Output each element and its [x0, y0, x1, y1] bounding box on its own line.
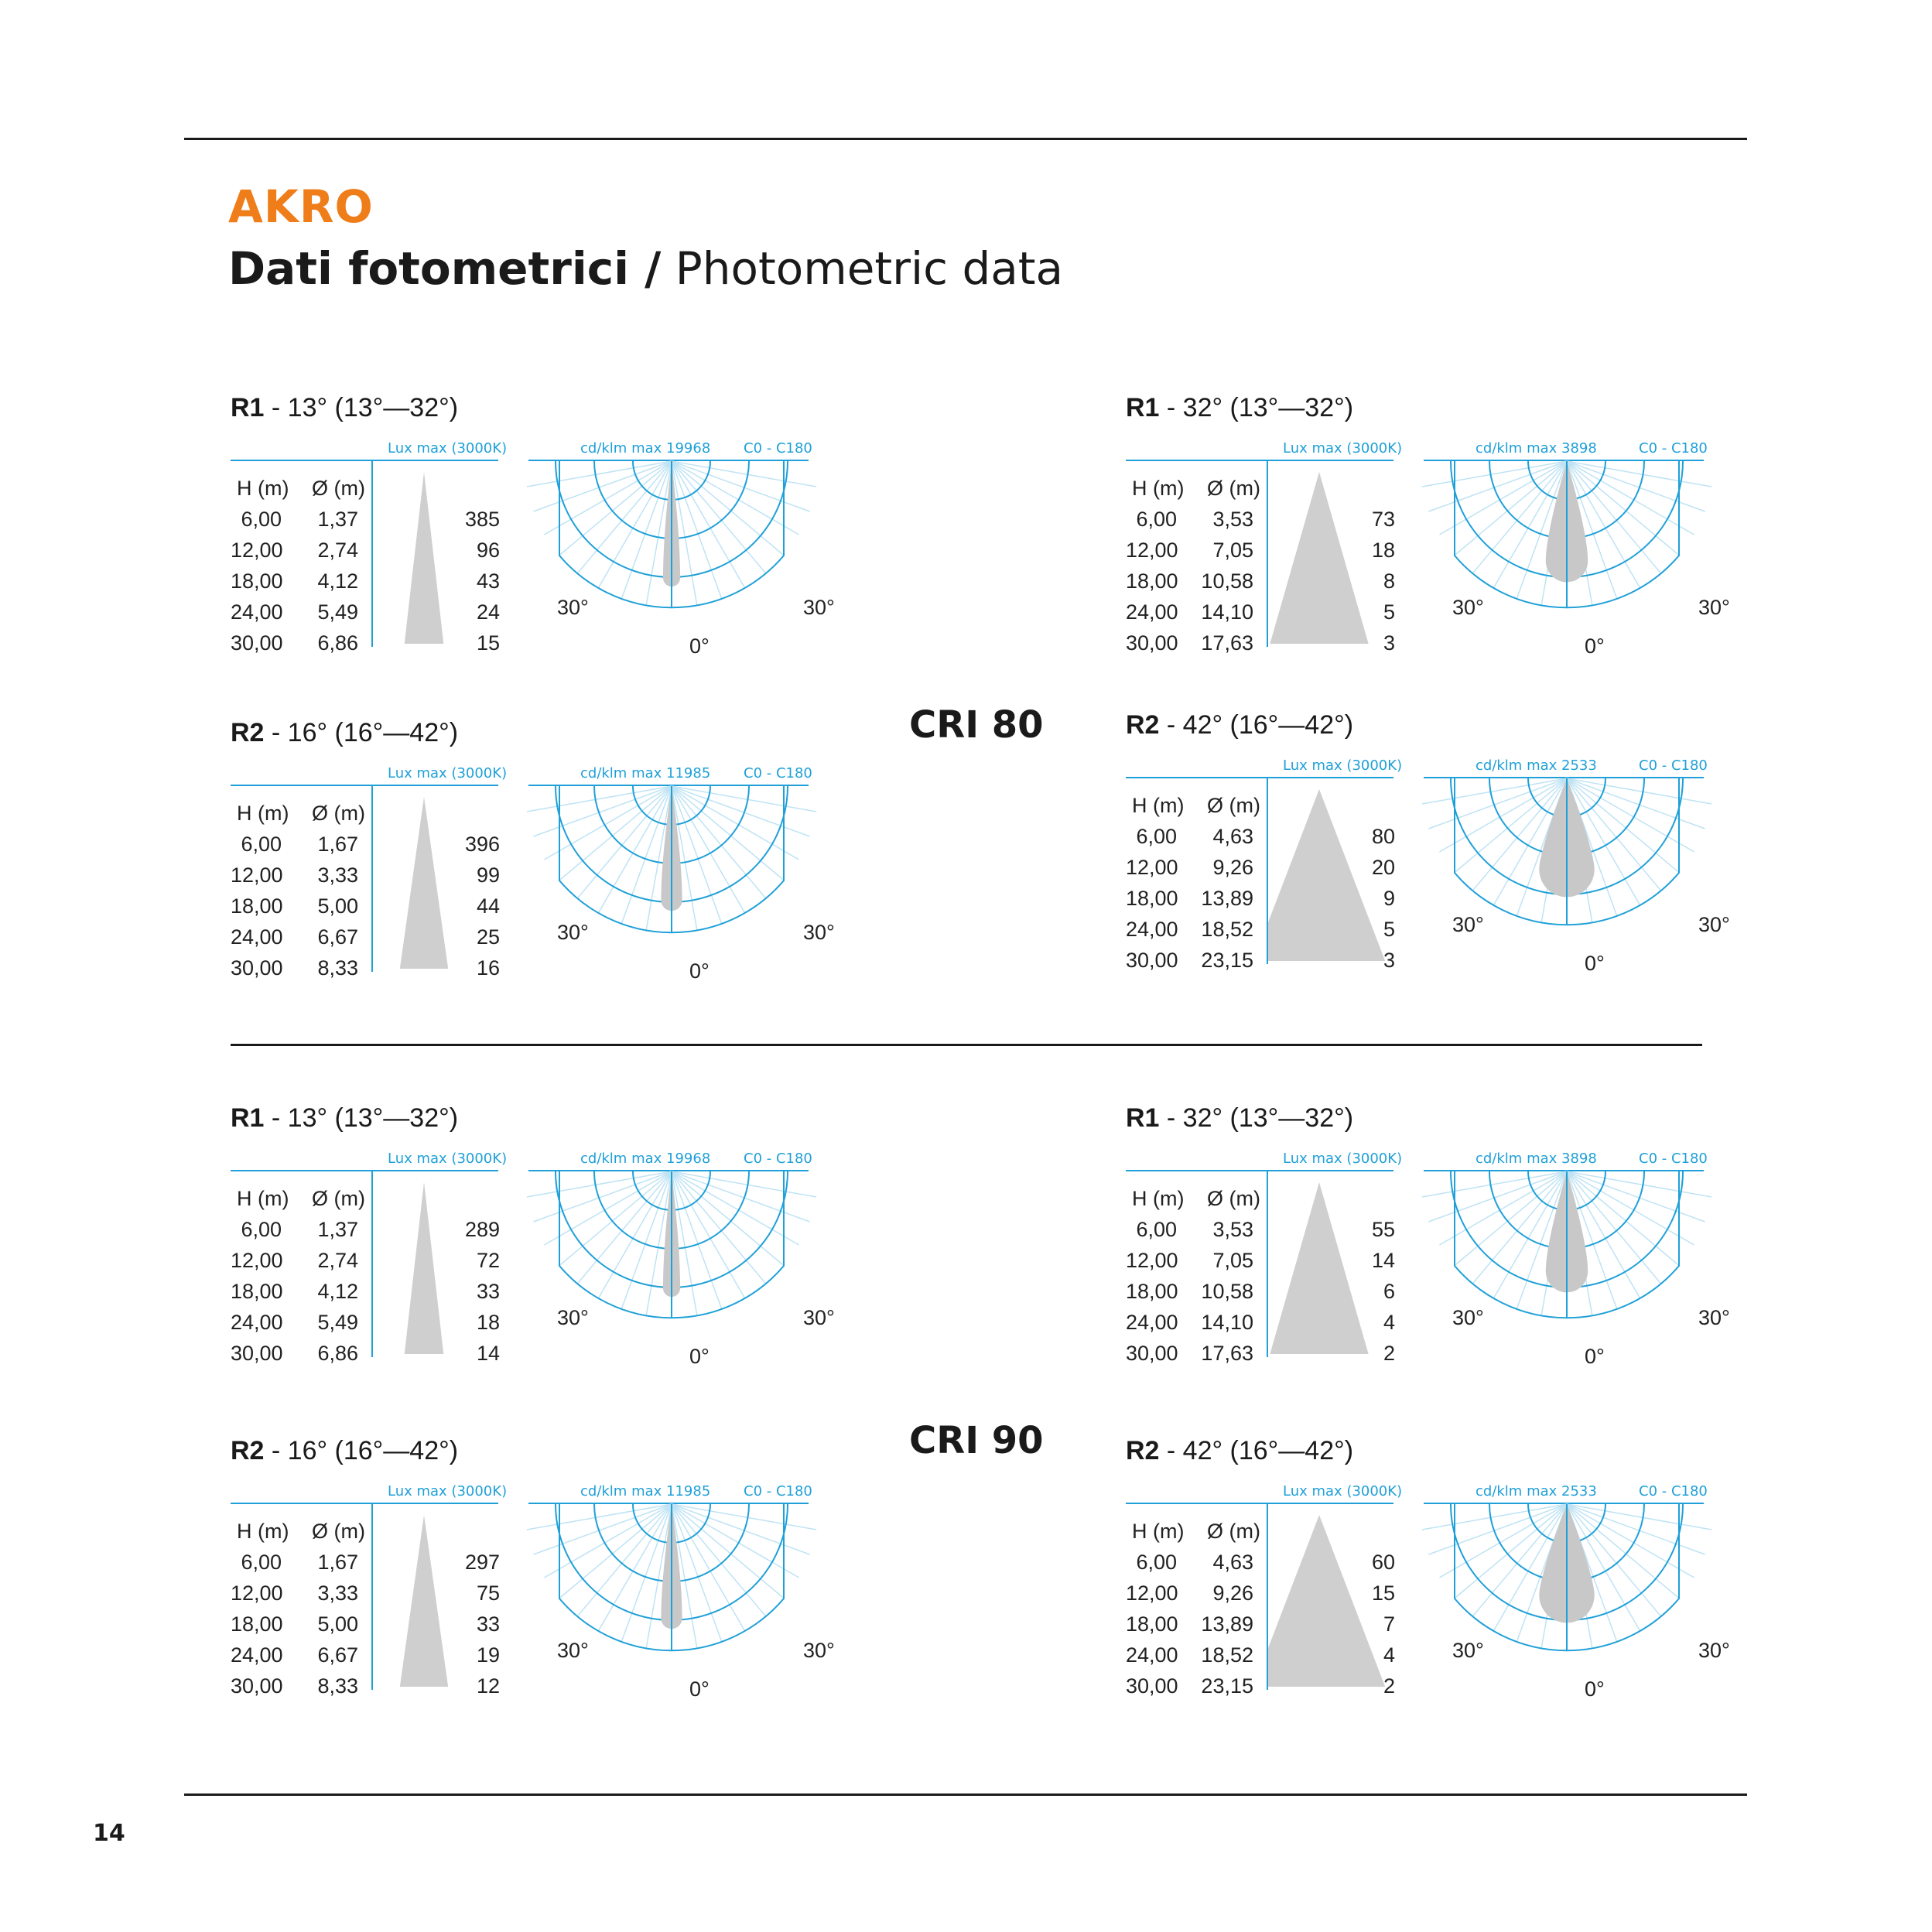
cdklm-label: cd/klm max 19968	[580, 440, 711, 456]
angle-bottom: 0°	[689, 1345, 710, 1368]
angle-left: 30°	[1452, 913, 1484, 936]
angle-right: 30°	[1698, 1306, 1730, 1329]
d-value: 7,05	[1212, 539, 1253, 562]
beam-cone	[1268, 1504, 1423, 1690]
block-title	[1126, 712, 1353, 738]
lux-value: 5	[1383, 600, 1395, 624]
h-value: 30,00	[231, 631, 283, 655]
beam-cone-shape	[405, 1182, 444, 1354]
lux-max-label: Lux max (3000K)	[1283, 757, 1403, 774]
d-value: 10,58	[1201, 569, 1253, 593]
h-value: 30,00	[231, 956, 283, 980]
angle-bottom: 0°	[689, 1677, 710, 1701]
lux-value: 4	[1383, 1643, 1395, 1667]
angle-right: 30°	[803, 596, 835, 619]
angle-right: 30°	[803, 921, 835, 944]
block-code: R1	[1126, 1103, 1160, 1133]
h-value: 18,00	[1126, 887, 1178, 910]
h-header: H (m)	[237, 802, 289, 825]
angle-right: 30°	[1698, 1639, 1730, 1662]
block-angle: - 16° (16°—42°)	[264, 1436, 459, 1465]
lux-value: 60	[1371, 1551, 1395, 1574]
lux-value: 5	[1383, 918, 1395, 941]
lux-value: 18	[476, 1311, 500, 1334]
h-value: 12,00	[1126, 1582, 1178, 1605]
title-regular: Photometric data	[661, 242, 1064, 295]
lux-max-label: Lux max (3000K)	[388, 440, 508, 456]
d-header: Ø (m)	[1207, 794, 1260, 817]
angle-left: 30°	[557, 1306, 589, 1329]
angle-right: 30°	[1698, 913, 1730, 936]
d-value: 9,26	[1212, 1582, 1253, 1605]
h-value: 30,00	[1126, 631, 1178, 655]
d-value: 5,49	[317, 600, 358, 624]
h-value: 6,00	[241, 833, 282, 856]
angle-bottom: 0°	[1585, 634, 1605, 658]
beam-cone-shape	[1268, 789, 1385, 961]
d-header: Ø (m)	[312, 802, 365, 825]
d-value: 17,63	[1201, 1342, 1253, 1365]
photometric-block	[1126, 712, 1822, 1021]
page-title	[228, 242, 1064, 295]
top-rule	[184, 138, 1747, 140]
h-value: 12,00	[231, 863, 283, 887]
cdklm-label: cd/klm max 2533	[1476, 1483, 1597, 1499]
h-value: 24,00	[1126, 600, 1178, 624]
h-value: 30,00	[1126, 949, 1178, 972]
beam-cone-shape	[1270, 472, 1368, 644]
page-number: 14	[93, 1820, 125, 1847]
block-title	[1126, 1105, 1353, 1131]
lux-value: 55	[1371, 1218, 1395, 1241]
d-value: 18,52	[1201, 918, 1253, 941]
h-value: 24,00	[231, 600, 283, 624]
plane-label: C0 - C180	[1639, 1151, 1708, 1167]
h-value: 6,00	[1136, 508, 1177, 531]
beam-cone	[373, 786, 528, 972]
angle-right: 30°	[803, 1639, 835, 1662]
block-code: R2	[1126, 710, 1160, 740]
plane-label: C0 - C180	[1639, 1483, 1708, 1499]
lux-value: 3	[1383, 949, 1395, 972]
h-value: 18,00	[1126, 569, 1178, 593]
beam-cone	[373, 1504, 528, 1690]
lux-value: 12	[476, 1674, 500, 1698]
h-value: 30,00	[231, 1342, 283, 1365]
d-value: 1,67	[317, 833, 358, 856]
brand-name: AKRO	[228, 180, 374, 233]
d-value: 8,33	[317, 1674, 358, 1698]
lux-value: 396	[464, 833, 500, 856]
d-value: 3,33	[317, 1582, 358, 1605]
d-value: 2,74	[317, 539, 358, 562]
cri-label-90: CRI 90	[909, 1419, 1044, 1462]
photometric-block	[231, 395, 927, 704]
h-header: H (m)	[1132, 477, 1185, 500]
d-value: 17,63	[1201, 631, 1253, 655]
plane-label: C0 - C180	[744, 765, 812, 781]
beam-cone-shape	[400, 1515, 448, 1687]
h-header: H (m)	[1132, 1187, 1185, 1210]
h-value: 18,00	[231, 1280, 283, 1303]
lux-value: 20	[1371, 856, 1395, 879]
block-angle: - 32° (13°—32°)	[1159, 393, 1354, 422]
d-header: Ø (m)	[312, 477, 365, 500]
beam-cone	[1268, 1171, 1423, 1357]
h-value: 30,00	[231, 1674, 283, 1698]
d-value: 1,37	[317, 1218, 358, 1241]
lux-value: 2	[1383, 1342, 1395, 1365]
lux-max-label: Lux max (3000K)	[388, 765, 508, 781]
h-value: 18,00	[1126, 1612, 1178, 1636]
d-value: 4,63	[1212, 825, 1253, 848]
photometric-block	[1126, 395, 1822, 704]
h-value: 12,00	[231, 1249, 283, 1272]
d-value: 3,53	[1212, 1218, 1253, 1241]
h-value: 30,00	[1126, 1342, 1178, 1365]
d-value: 6,86	[317, 1342, 358, 1365]
d-value: 7,05	[1212, 1249, 1253, 1272]
h-value: 12,00	[1126, 1249, 1178, 1272]
lux-value: 289	[464, 1218, 500, 1241]
beam-cone-shape	[405, 472, 444, 644]
d-value: 4,12	[317, 569, 358, 593]
d-value: 6,86	[317, 631, 358, 655]
d-value: 4,63	[1212, 1551, 1253, 1574]
h-header: H (m)	[237, 1187, 289, 1210]
cdklm-label: cd/klm max 3898	[1476, 1151, 1597, 1167]
d-value: 3,33	[317, 863, 358, 887]
lux-value: 25	[476, 925, 500, 949]
h-value: 18,00	[231, 1612, 283, 1636]
block-code: R2	[1126, 1436, 1160, 1465]
lux-value: 6	[1383, 1280, 1395, 1303]
lux-value: 15	[1371, 1582, 1395, 1605]
block-angle: - 13° (13°—32°)	[264, 1103, 459, 1133]
d-header: Ø (m)	[1207, 1187, 1260, 1210]
h-value: 24,00	[231, 1643, 283, 1667]
block-angle: - 32° (13°—32°)	[1159, 1103, 1354, 1133]
lux-value: 4	[1383, 1311, 1395, 1334]
d-value: 9,26	[1212, 856, 1253, 879]
h-value: 24,00	[231, 1311, 283, 1334]
lux-value: 72	[476, 1249, 500, 1272]
d-value: 23,15	[1201, 949, 1253, 972]
lux-value: 43	[476, 569, 500, 593]
cdklm-label: cd/klm max 19968	[580, 1151, 711, 1167]
angle-right: 30°	[1698, 596, 1730, 619]
beam-cone-shape	[1268, 1515, 1385, 1687]
lux-value: 19	[476, 1643, 500, 1667]
d-header: Ø (m)	[312, 1520, 365, 1543]
h-header: H (m)	[1132, 1520, 1185, 1543]
h-value: 6,00	[1136, 1551, 1177, 1574]
block-angle: - 16° (16°—42°)	[264, 718, 459, 747]
d-value: 6,67	[317, 925, 358, 949]
block-title	[1126, 395, 1353, 421]
d-header: Ø (m)	[312, 1187, 365, 1210]
cri-label-80: CRI 80	[909, 703, 1044, 747]
h-value: 18,00	[231, 894, 283, 918]
angle-bottom: 0°	[1585, 1345, 1605, 1368]
lux-value: 18	[1371, 539, 1395, 562]
angle-bottom: 0°	[689, 959, 710, 983]
d-value: 6,67	[317, 1643, 358, 1667]
lux-value: 297	[464, 1551, 500, 1574]
h-value: 24,00	[231, 925, 283, 949]
block-code: R2	[231, 718, 265, 747]
d-header: Ø (m)	[1207, 477, 1260, 500]
angle-right: 30°	[803, 1306, 835, 1329]
h-value: 6,00	[1136, 825, 1177, 848]
beam-cone	[1268, 778, 1423, 964]
d-value: 5,00	[317, 1612, 358, 1636]
photometric-block	[231, 720, 927, 1029]
h-value: 6,00	[241, 508, 282, 531]
block-title	[231, 720, 458, 746]
angle-left: 30°	[557, 596, 589, 619]
d-value: 13,89	[1201, 1612, 1253, 1636]
lux-value: 3	[1383, 631, 1395, 655]
lux-value: 8	[1383, 569, 1395, 593]
angle-left: 30°	[1452, 596, 1484, 619]
block-code: R1	[231, 393, 265, 422]
h-value: 24,00	[1126, 1643, 1178, 1667]
lux-max-label: Lux max (3000K)	[1283, 440, 1403, 456]
beam-cone-shape	[400, 797, 448, 969]
d-value: 14,10	[1201, 600, 1253, 624]
d-value: 23,15	[1201, 1674, 1253, 1698]
h-value: 12,00	[1126, 856, 1178, 879]
lux-value: 9	[1383, 887, 1395, 910]
title-bold: Dati fotometrici /	[228, 242, 662, 295]
d-header: Ø (m)	[1207, 1520, 1260, 1543]
block-title	[1126, 1438, 1353, 1464]
d-value: 4,12	[317, 1280, 358, 1303]
lux-value: 16	[476, 956, 500, 980]
angle-bottom: 0°	[1585, 952, 1605, 975]
beam-cone	[373, 1171, 528, 1357]
lux-value: 385	[464, 508, 500, 531]
h-value: 6,00	[1136, 1218, 1177, 1241]
lux-max-label: Lux max (3000K)	[388, 1151, 508, 1167]
angle-bottom: 0°	[689, 634, 710, 658]
lux-value: 96	[476, 539, 500, 562]
lux-value: 14	[1371, 1249, 1395, 1272]
d-value: 5,00	[317, 894, 358, 918]
lux-value: 14	[476, 1342, 500, 1365]
h-value: 18,00	[1126, 1280, 1178, 1303]
angle-left: 30°	[557, 1639, 589, 1662]
h-value: 12,00	[231, 1582, 283, 1605]
cdklm-label: cd/klm max 3898	[1476, 440, 1597, 456]
plane-label: C0 - C180	[744, 440, 812, 456]
lux-value: 44	[476, 894, 500, 918]
cdklm-label: cd/klm max 11985	[580, 765, 711, 781]
d-value: 1,37	[317, 508, 358, 531]
lux-max-label: Lux max (3000K)	[1283, 1483, 1403, 1499]
plane-label: C0 - C180	[744, 1151, 812, 1167]
lux-value: 24	[476, 600, 500, 624]
lux-value: 15	[476, 631, 500, 655]
section-divider	[231, 1044, 1702, 1046]
d-value: 13,89	[1201, 887, 1253, 910]
d-value: 5,49	[317, 1311, 358, 1334]
d-value: 18,52	[1201, 1643, 1253, 1667]
block-title	[231, 1105, 458, 1131]
photometric-block	[1126, 1438, 1822, 1747]
bottom-rule	[184, 1794, 1747, 1796]
block-code: R2	[231, 1436, 265, 1465]
cdklm-label: cd/klm max 2533	[1476, 757, 1597, 774]
h-value: 18,00	[231, 569, 283, 593]
cdklm-label: cd/klm max 11985	[580, 1483, 711, 1499]
angle-left: 30°	[1452, 1639, 1484, 1662]
h-value: 24,00	[1126, 1311, 1178, 1334]
block-angle: - 42° (16°—42°)	[1159, 1436, 1354, 1465]
angle-left: 30°	[1452, 1306, 1484, 1329]
block-code: R1	[231, 1103, 265, 1133]
lux-value: 80	[1371, 825, 1395, 848]
lux-value: 2	[1383, 1674, 1395, 1698]
block-code: R1	[1126, 393, 1160, 422]
beam-cone	[1268, 461, 1423, 647]
photometric-block	[231, 1438, 927, 1747]
lux-value: 33	[476, 1612, 500, 1636]
angle-left: 30°	[557, 921, 589, 944]
d-value: 2,74	[317, 1249, 358, 1272]
beam-cone	[373, 461, 528, 647]
plane-label: C0 - C180	[1639, 440, 1708, 456]
h-value: 30,00	[1126, 1674, 1178, 1698]
h-value: 24,00	[1126, 918, 1178, 941]
h-header: H (m)	[1132, 794, 1185, 817]
d-value: 3,53	[1212, 508, 1253, 531]
h-value: 12,00	[231, 539, 283, 562]
h-value: 6,00	[241, 1551, 282, 1574]
d-value: 8,33	[317, 956, 358, 980]
lux-value: 7	[1383, 1612, 1395, 1636]
photometric-block	[1126, 1105, 1822, 1414]
lux-value: 75	[476, 1582, 500, 1605]
plane-label: C0 - C180	[1639, 757, 1708, 774]
angle-bottom: 0°	[1585, 1677, 1605, 1701]
lux-value: 33	[476, 1280, 500, 1303]
d-value: 1,67	[317, 1551, 358, 1574]
h-value: 6,00	[241, 1218, 282, 1241]
d-value: 14,10	[1201, 1311, 1253, 1334]
block-angle: - 13° (13°—32°)	[264, 393, 459, 422]
plane-label: C0 - C180	[744, 1483, 812, 1499]
h-header: H (m)	[237, 1520, 289, 1543]
h-value: 12,00	[1126, 539, 1178, 562]
beam-cone-shape	[1270, 1182, 1368, 1354]
lux-max-label: Lux max (3000K)	[1283, 1151, 1403, 1167]
d-value: 10,58	[1201, 1280, 1253, 1303]
block-angle: - 42° (16°—42°)	[1159, 710, 1354, 740]
block-title	[231, 395, 458, 421]
lux-max-label: Lux max (3000K)	[388, 1483, 508, 1499]
photometric-block	[231, 1105, 927, 1414]
lux-value: 99	[476, 863, 500, 887]
h-header: H (m)	[237, 477, 289, 500]
lux-value: 73	[1371, 508, 1395, 531]
block-title	[231, 1438, 458, 1464]
